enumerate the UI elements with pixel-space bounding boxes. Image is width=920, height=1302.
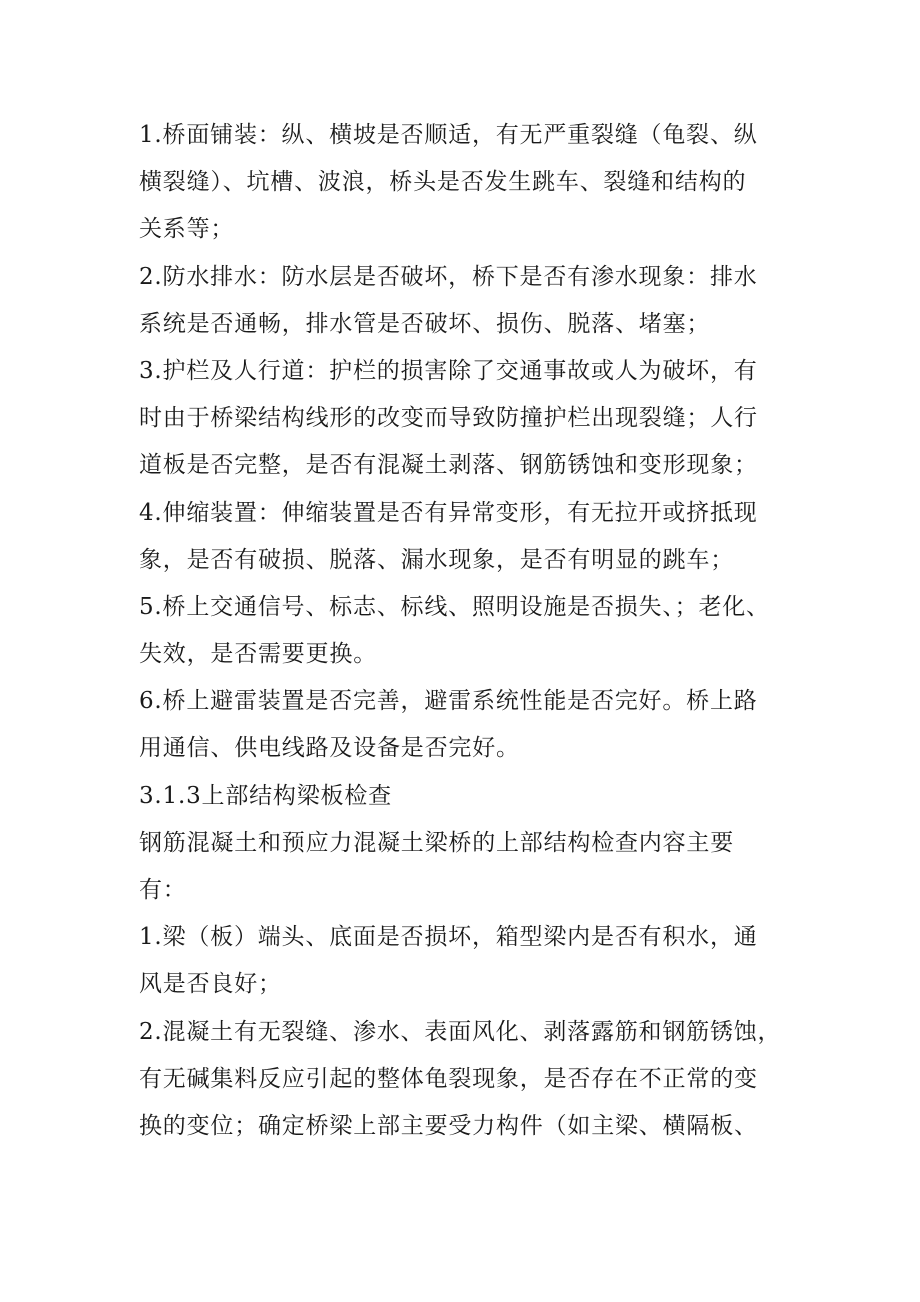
text-line: 换的变位；确定桥梁上部主要受力构件（如主梁、横隔板、	[139, 1112, 758, 1139]
text-line: 有无碱集料反应引起的整体龟裂现象，是否存在不正常的变	[139, 1065, 758, 1092]
text-line: 道板是否完整，是否有混凝土剥落、钢筋锈蚀和变形现象；	[139, 452, 758, 479]
text-line: 6.桥上避雷装置是否完善，避雷系统性能是否完好。桥上路	[139, 688, 758, 715]
section-heading: 3.1.3上部结构梁板检查	[139, 782, 392, 809]
text-line: 4.伸缩装置：伸缩装置是否有异常变形，有无拉开或挤抵现	[139, 499, 758, 526]
text-line: 失效，是否需要更换。	[139, 641, 377, 668]
text-line: 关系等；	[139, 216, 235, 243]
text-line: 3.护栏及人行道：护栏的损害除了交通事故或人为破坏，有	[139, 357, 758, 384]
text-line: 1.梁（板）端头、底面是否损坏，箱型梁内是否有积水，通	[139, 924, 758, 951]
text-line: 1.桥面铺装：纵、横坡是否顺适，有无严重裂缝（龟裂、纵	[139, 122, 758, 148]
text-line: 2.混凝土有无裂缝、渗水、表面风化、剥落露筋和钢筋锈蚀，	[139, 1018, 782, 1045]
text-line: 用通信、供电线路及设备是否完好。	[139, 735, 520, 762]
text-line: 系统是否通畅，排水管是否破坏、损伤、脱落、堵塞；	[139, 310, 711, 337]
text-line: 有：	[139, 877, 187, 903]
text-line: 2.防水排水：防水层是否破坏，桥下是否有渗水现象：排水	[139, 263, 758, 290]
text-line: 横裂缝）、坑槽、波浪，桥头是否发生跳车、裂缝和结构的	[139, 169, 747, 196]
text-line: 时由于桥梁结构线形的改变而导致防撞护栏出现裂缝；人行	[139, 405, 758, 432]
text-line: 风是否良好；	[139, 971, 282, 998]
text-line: 象，是否有破损、脱落、漏水现象，是否有明显的跳车；	[139, 546, 734, 573]
text-line: 钢筋混凝土和预应力混凝土梁桥的上部结构检查内容主要	[139, 829, 734, 856]
text-line: 5.桥上交通信号、标志、标线、照明设施是否损失、；老化、	[139, 593, 770, 620]
document-body	[139, 112, 809, 1150]
